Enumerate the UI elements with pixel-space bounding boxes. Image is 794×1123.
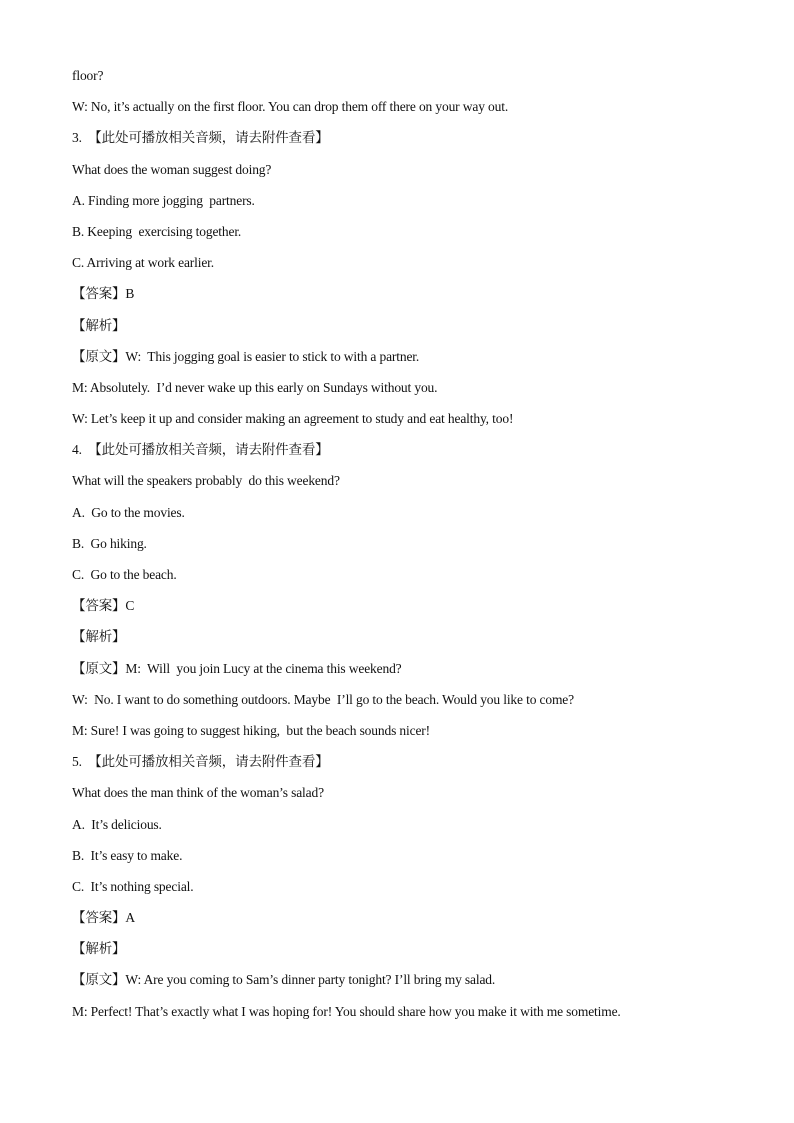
text-line: W: No, it’s actually on the first floor. You can drop them off there on your way out. — [72, 99, 509, 115]
transcript-line: 【原文】W: This jogging goal is easier to stick to with a partner. — [72, 348, 420, 364]
transcript-line: W: Let’s keep it up and consider making an agreement to study and eat healthy, too! — [72, 411, 514, 427]
transcript-line: M: Sure! I was going to suggest hiking, but the beach sounds nicer! — [72, 722, 430, 738]
question-text: What does the woman suggest doing? — [72, 161, 272, 177]
answer-line: 【答案】C — [72, 598, 135, 614]
transcript-line: 【原文】M: Will you join Lucy at the cinema this weekend? — [72, 660, 402, 676]
option-c: C. It’s nothing special. — [72, 878, 194, 894]
analysis-label: 【解析】 — [72, 317, 126, 333]
answer-line: 【答案】A — [72, 910, 135, 926]
option-a: A. Finding more jogging partners. — [72, 192, 255, 208]
option-c: C. Go to the beach. — [72, 567, 177, 582]
question-text: What will the speakers probably do this weekend? — [72, 473, 340, 489]
transcript-line: M: Absolutely. I’d never wake up this early on Sundays without you. — [72, 379, 438, 395]
option-a: A. Go to the movies. — [72, 504, 185, 520]
option-c: C. Arriving at work earlier. — [72, 255, 215, 271]
transcript-line: M: Perfect! That’s exactly what I was hoping for! You should share how you make it with me sometime. — [72, 1003, 621, 1019]
question-text: What does the man think of the woman’s salad? — [72, 785, 324, 801]
document-body — [72, 64, 732, 1031]
question-number-line: 4. 【此处可播放相关音频，请去附件查看】 — [72, 442, 329, 458]
question-number-line: 3. 【此处可播放相关音频，请去附件查看】 — [72, 130, 329, 146]
option-b: B. It’s easy to make. — [72, 847, 183, 863]
option-b: B. Keeping exercising together. — [72, 223, 242, 239]
question-number-line: 5. 【此处可播放相关音频，请去附件查看】 — [72, 754, 329, 770]
transcript-line: W: No. I want to do something outdoors. Maybe I’ll go to the beach. Would you like to come? — [72, 691, 574, 707]
answer-line: 【答案】B — [72, 286, 135, 302]
text-line: floor? — [72, 68, 104, 83]
option-a: A. It’s delicious. — [72, 816, 162, 832]
analysis-label: 【解析】 — [72, 629, 126, 645]
analysis-label: 【解析】 — [72, 941, 126, 957]
option-b: B. Go hiking. — [72, 535, 147, 551]
transcript-line: 【原文】W: Are you coming to Sam’s dinner party tonight? I’ll bring my salad. — [72, 972, 496, 988]
